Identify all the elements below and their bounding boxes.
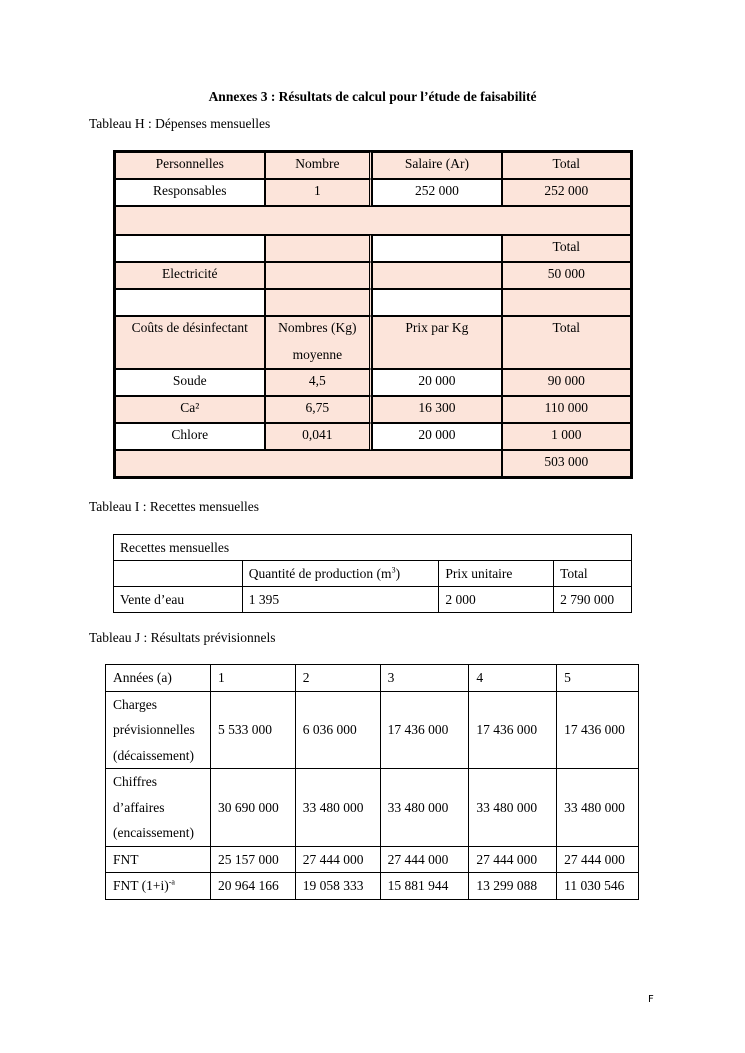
label-line: Charges — [113, 696, 157, 712]
table-cell: 252 000 — [372, 179, 501, 206]
row-label-cell — [106, 873, 211, 900]
table-row — [114, 561, 632, 587]
table-cell: 2 000 — [439, 587, 554, 613]
table-cell: 20 000 — [372, 423, 501, 450]
header-line: Nombres (Kg) — [278, 320, 357, 335]
header-text: ) — [395, 565, 401, 581]
label-line: (encaissement) — [113, 825, 194, 840]
table-cell: 2 790 000 — [554, 587, 632, 613]
label-line: d’affaires — [113, 799, 165, 815]
row-label-cell — [106, 691, 211, 769]
table-cell: 252 000 — [502, 179, 631, 206]
table-cell: 4,5 — [265, 369, 373, 396]
table-row — [115, 206, 631, 235]
table-cell: 110 000 — [502, 396, 631, 423]
table-header-cell: 1 — [210, 665, 295, 692]
table-cell: 33 480 000 — [380, 769, 469, 847]
table-cell — [265, 262, 373, 289]
label-line: (décaissement) — [113, 747, 194, 763]
table-cell: 33 480 000 — [295, 769, 380, 847]
tableau-j — [105, 664, 639, 900]
table-header-cell: Total — [502, 316, 631, 369]
table-row — [106, 873, 639, 900]
page-footer-letter: F — [648, 994, 654, 1005]
table-cell: Ca² — [115, 396, 265, 423]
table-row — [106, 691, 639, 769]
table-cell — [372, 289, 501, 316]
table-header-cell: Salaire (Ar) — [372, 152, 501, 179]
tableau-i — [113, 534, 632, 613]
table-cell: Electricité — [115, 262, 265, 289]
label-line: prévisionnelles — [113, 722, 195, 737]
row-label-cell — [106, 769, 211, 847]
tableau-h-caption: Tableau H : Dépenses mensuelles — [89, 116, 271, 131]
table-row — [114, 535, 632, 561]
table-row — [114, 587, 632, 613]
header-text: Quantité de production (m — [248, 565, 392, 581]
table-row — [106, 769, 639, 847]
table-row — [115, 179, 631, 206]
tableau-i-caption: Tableau I : Recettes mensuelles — [89, 499, 259, 514]
table-header-cell: Total — [554, 561, 632, 587]
table-cell — [502, 289, 631, 316]
table-cell: 5 533 000 — [210, 691, 295, 769]
table-row — [115, 423, 631, 450]
tableau-j-caption: Tableau J : Résultats prévisionnels — [89, 630, 276, 645]
table-header-cell: Années (a) — [106, 665, 211, 692]
table-cell: 11 030 546 — [557, 873, 639, 900]
table-row — [115, 396, 631, 423]
table-cell: 90 000 — [502, 369, 631, 396]
table-cell: Soude — [115, 369, 265, 396]
table-cell: 30 690 000 — [210, 769, 295, 847]
page-title: Annexes 3 : Résultats de calcul pour l’étude de faisabilité — [208, 89, 537, 104]
table-cell: 33 480 000 — [557, 769, 639, 847]
table-row — [115, 235, 631, 262]
table-cell: 19 058 333 — [295, 873, 380, 900]
table-cell: 1 — [265, 179, 373, 206]
table-row — [106, 665, 639, 692]
table-header-cell: Personnelles — [115, 152, 265, 179]
table-cell: 1 395 — [242, 587, 439, 613]
table-cell: 16 300 — [372, 396, 501, 423]
table-row — [115, 369, 631, 396]
table-cell: 13 299 088 — [469, 873, 557, 900]
table-header-cell: Prix par Kg — [372, 316, 501, 369]
tableau-h — [113, 150, 633, 479]
table-cell — [265, 235, 373, 262]
table-header-cell: Recettes mensuelles — [114, 535, 632, 561]
table-header-cell: 2 — [295, 665, 380, 692]
table-row — [115, 450, 631, 477]
table-cell: 20 000 — [372, 369, 501, 396]
table-row — [106, 846, 639, 873]
table-header-cell: 5 — [557, 665, 639, 692]
table-header-cell: Coûts de désinfectant — [115, 316, 265, 369]
table-cell: 17 436 000 — [557, 691, 639, 769]
grand-total-cell: 503 000 — [502, 450, 631, 477]
table-row — [115, 289, 631, 316]
table-cell: 1 000 — [502, 423, 631, 450]
table-row — [115, 316, 631, 369]
table-cell: Chlore — [115, 423, 265, 450]
table-row — [115, 152, 631, 179]
table-cell: 20 964 166 — [210, 873, 295, 900]
table-cell — [372, 235, 501, 262]
table-cell: 33 480 000 — [469, 769, 557, 847]
table-cell: 6 036 000 — [295, 691, 380, 769]
superscript: -a — [168, 877, 175, 887]
table-cell: 50 000 — [502, 262, 631, 289]
table-row — [115, 262, 631, 289]
table-cell: Total — [502, 235, 631, 262]
table-cell — [372, 262, 501, 289]
table-cell: 27 444 000 — [557, 846, 639, 873]
table-cell: Responsables — [115, 179, 265, 206]
row-label-cell: FNT — [106, 846, 211, 873]
table-cell — [115, 289, 265, 316]
superscript: 3 — [391, 565, 396, 574]
header-line: moyenne — [292, 347, 343, 362]
table-cell — [115, 206, 631, 235]
label-text: FNT (1+i) — [113, 878, 169, 893]
table-header-cell: Total — [502, 152, 631, 179]
table-cell: 25 157 000 — [210, 846, 295, 873]
label-line: Chiffres — [113, 774, 157, 789]
table-cell — [115, 235, 265, 262]
table-cell — [115, 450, 502, 477]
table-header-cell: Prix unitaire — [439, 561, 554, 587]
table-cell: 15 881 944 — [380, 873, 469, 900]
table-cell: 6,75 — [265, 396, 373, 423]
table-header-cell: Nombre — [265, 152, 373, 179]
table-cell: 0,041 — [265, 423, 373, 450]
table-cell: 17 436 000 — [380, 691, 469, 769]
table-cell — [114, 561, 243, 587]
table-cell: Vente d’eau — [114, 587, 243, 613]
table-cell — [265, 289, 373, 316]
table-cell: 17 436 000 — [469, 691, 557, 769]
table-cell: 27 444 000 — [380, 846, 469, 873]
table-header-cell — [265, 316, 373, 369]
table-cell: 27 444 000 — [295, 846, 380, 873]
table-header-cell: 3 — [380, 665, 469, 692]
table-header-cell — [242, 561, 439, 587]
table-header-cell: 4 — [469, 665, 557, 692]
table-cell: 27 444 000 — [469, 846, 557, 873]
